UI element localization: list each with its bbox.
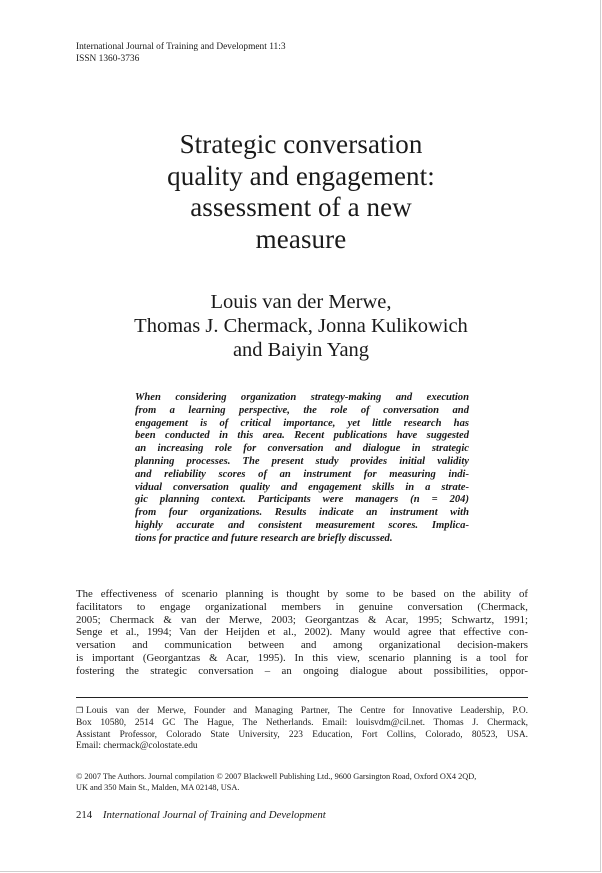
title-line: quality and engagement:: [167, 160, 435, 191]
copyright-line: © 2007 The Authors. Journal compilation © 2007 Blackwell Publishing Ltd., 9600 Garsington Road, Oxford OX4 2QD,: [76, 772, 477, 781]
footnote-text: Louis van der Merwe, Founder and Managing Partner, The Centre for Innovative Leadership, P.O.: [86, 706, 528, 716]
abstract-line: vidual conversation quality and engagement skills in a strate-: [135, 481, 469, 493]
title-line: measure: [255, 223, 347, 254]
abstract-line: highly accurate and consistent measurement scores. Implica-: [135, 519, 469, 531]
abstract-line: from a learning perspective, the role of conversation and: [135, 404, 469, 416]
article-title: [60, 129, 542, 255]
footnote-line: Box 10580, 2514 GC The Hague, The Netherlands. Email: louisvdm@cil.net. Thomas J. Chermack,: [76, 717, 528, 728]
body-line: versation and communication between and among organizational decision-makers: [76, 639, 528, 652]
page-footer: [76, 809, 326, 821]
copyright-line: UK and 350 Main St., Malden, MA 02148, USA.: [76, 782, 240, 792]
author-list: [60, 290, 542, 362]
abstract: [135, 392, 469, 546]
body-line: The effectiveness of scenario planning is thought by some to be based on the ability of: [76, 588, 528, 600]
footnote-divider: [76, 697, 528, 698]
abstract-line: an increasing role for conversation and dialogue in strategic: [135, 443, 469, 455]
footnote-line: Email: chermack@colostate.edu: [76, 741, 198, 752]
body-line: facilitators to engage organizational members in genuine conversation (Chermack,: [76, 600, 528, 613]
copyright-notice: [76, 772, 528, 793]
journal-issn: ISSN 1360-3736: [76, 53, 140, 64]
body-paragraph: [76, 588, 528, 678]
body-line: Senge et al., 1994; Van der Heijden et al., 2002). Many would agree that effective con-: [76, 626, 528, 639]
abstract-line: been conducted in this area. Recent publications have suggested: [135, 430, 469, 442]
body-line: 2005; Chermack & van der Merwe, 2003; Georgantzas & Acar, 1995; Schwartz, 1991;: [76, 613, 528, 626]
abstract-line: engagement is of critical importance, yet little research has: [135, 417, 469, 429]
abstract-line: When considering organization strategy-making and execution: [135, 392, 469, 403]
footnote-line: Assistant Professor, Colorado State University, 223 Education, Fort Collins, Colorado, 80523, USA.: [76, 729, 528, 740]
abstract-line: gic planning context. Participants were managers (n = 204): [135, 494, 469, 506]
journal-citation: International Journal of Training and Development 11:3: [76, 42, 286, 52]
abstract-line: and reliability scores of an instrument for measuring indi-: [135, 468, 469, 480]
footnote-box-icon: ❐: [76, 706, 84, 715]
page-number: 214: [76, 809, 93, 821]
abstract-line: tions for practice and future research are briefly discussed.: [135, 532, 393, 544]
author-footnote: [76, 705, 528, 753]
author-line: and Baiyin Yang: [232, 339, 370, 361]
body-line: is important (Georgantzas & Acar, 1995). In this view, scenario planning is a tool for: [76, 651, 528, 664]
abstract-line: from four organizations. Results indicate an instrument with: [135, 507, 469, 519]
title-line: assessment of a new: [190, 192, 412, 222]
abstract-line: planning processes. The present study provides initial validity: [135, 455, 469, 467]
footnote-line: [76, 705, 528, 718]
author-line: Louis van der Merwe,: [210, 291, 392, 313]
author-line: Thomas J. Chermack, Jonna Kulikowich: [134, 315, 468, 337]
journal-header: [76, 42, 286, 65]
title-line: Strategic conversation: [179, 129, 423, 159]
body-line: fostering the strategic conversation – an ongoing dialogue about possibilities, oppor-: [76, 664, 528, 677]
footer-journal-name: International Journal of Training and Development: [102, 809, 326, 821]
